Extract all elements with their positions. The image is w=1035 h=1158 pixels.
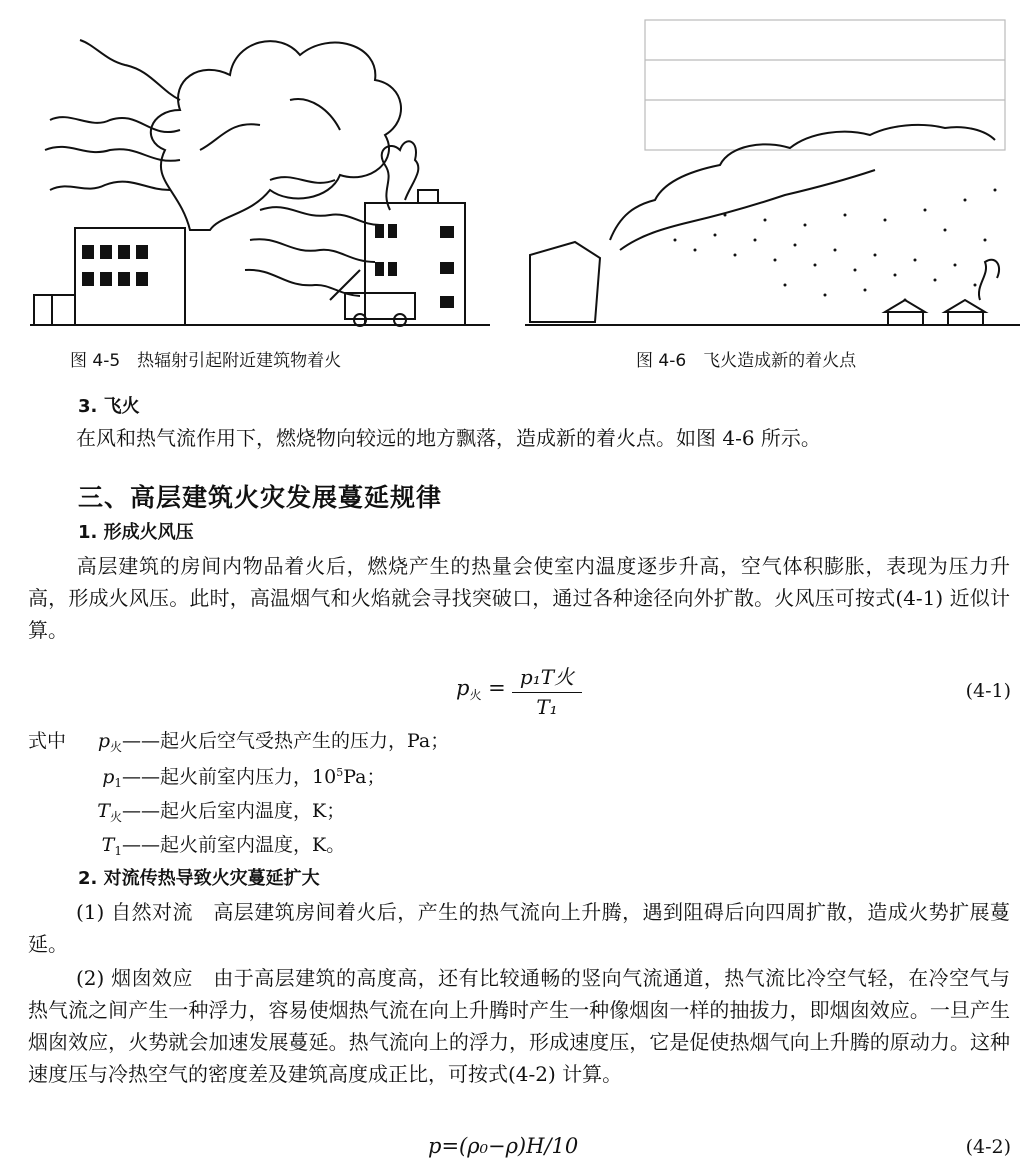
figure-4-6 <box>525 0 1025 335</box>
sub1-heading: 1. 形成火风压 <box>78 522 194 543</box>
eq1-lhs: $p_火$ = <box>456 676 506 702</box>
sub2-heading: 2. 对流传热导致火灾蔓延扩大 <box>78 868 320 889</box>
definitions-intro: 式中 <box>28 730 67 752</box>
main-heading: 三、高层建筑火灾发展蔓延规律 <box>78 483 443 512</box>
definition-row: $T_1——$起火前室内温度，K。 <box>101 834 346 858</box>
eq2-formula: p=(ρ₀−ρ)H/10 <box>428 1134 579 1158</box>
eq1-numerator: p₁T火 <box>519 665 575 689</box>
flying-embers <box>674 189 997 302</box>
definition-row: $p_火——$起火后空气受热产生的压力，Pa； <box>97 730 450 754</box>
eq1-fraction <box>512 661 582 719</box>
eq1-denominator: T₁ <box>536 695 558 719</box>
figure-4-6-caption: 图 4-6 飞火造成新的着火点 <box>636 351 857 371</box>
figure-4-5 <box>30 0 500 335</box>
fire-radiation-illustration <box>30 0 500 335</box>
definition-row: $T_火——$起火后室内温度，K； <box>97 800 346 824</box>
sub2-paragraph-1: (1) 自然对流 高层建筑房间着火后，产生的热气流向上升腾，遇到阻碍后向四周扩散，造成火势扩展蔓延。 <box>28 900 1010 956</box>
flying-fire-illustration <box>525 0 1025 335</box>
sub1-text: 高层建筑的房间内物品着火后，燃烧产生的热量会使室内温度逐步升高，空气体积膨胀，表现为压力升高，形成火风压。此时，高温烟气和火焰就会寻找突破口，通过各种途径向外扩散。火风压可按式(4-1) 近似计算。 <box>28 554 1010 642</box>
eq1-label: (4-1) <box>965 680 1011 702</box>
sub2-paragraph-2: (2) 烟囱效应 由于高层建筑的高度高，还有比较通畅的竖向气流通道，热气流比冷空气轻，在冷空气与热气流之间产生一种浮力，容易使烟热气流在向上升腾时产生一种像烟囱一样的抽拔力，即烟囱效应。一旦产生烟囱效应，火势就会加速发展蔓延。热气流向上的浮力，形成速度压，它是促使热烟气向上升腾的原动力。这种速度压与冷热空气的密度差及建筑高度成正比，可按式(4-2) 计算。 <box>28 966 1010 1086</box>
figure-4-5-caption: 图 4-5 热辐射引起附近建筑物着火 <box>70 351 342 371</box>
definition-row: $p_1——$起火前室内压力，$10^5Pa$； <box>102 766 386 790</box>
section-3-heading: 3. 飞火 <box>78 396 140 417</box>
eq2-label: (4-2) <box>965 1136 1011 1158</box>
section-3-text: 在风和热气流作用下，燃烧物向较远的地方飘落，造成新的着火点。如图 4-6 所示。 <box>76 426 821 450</box>
